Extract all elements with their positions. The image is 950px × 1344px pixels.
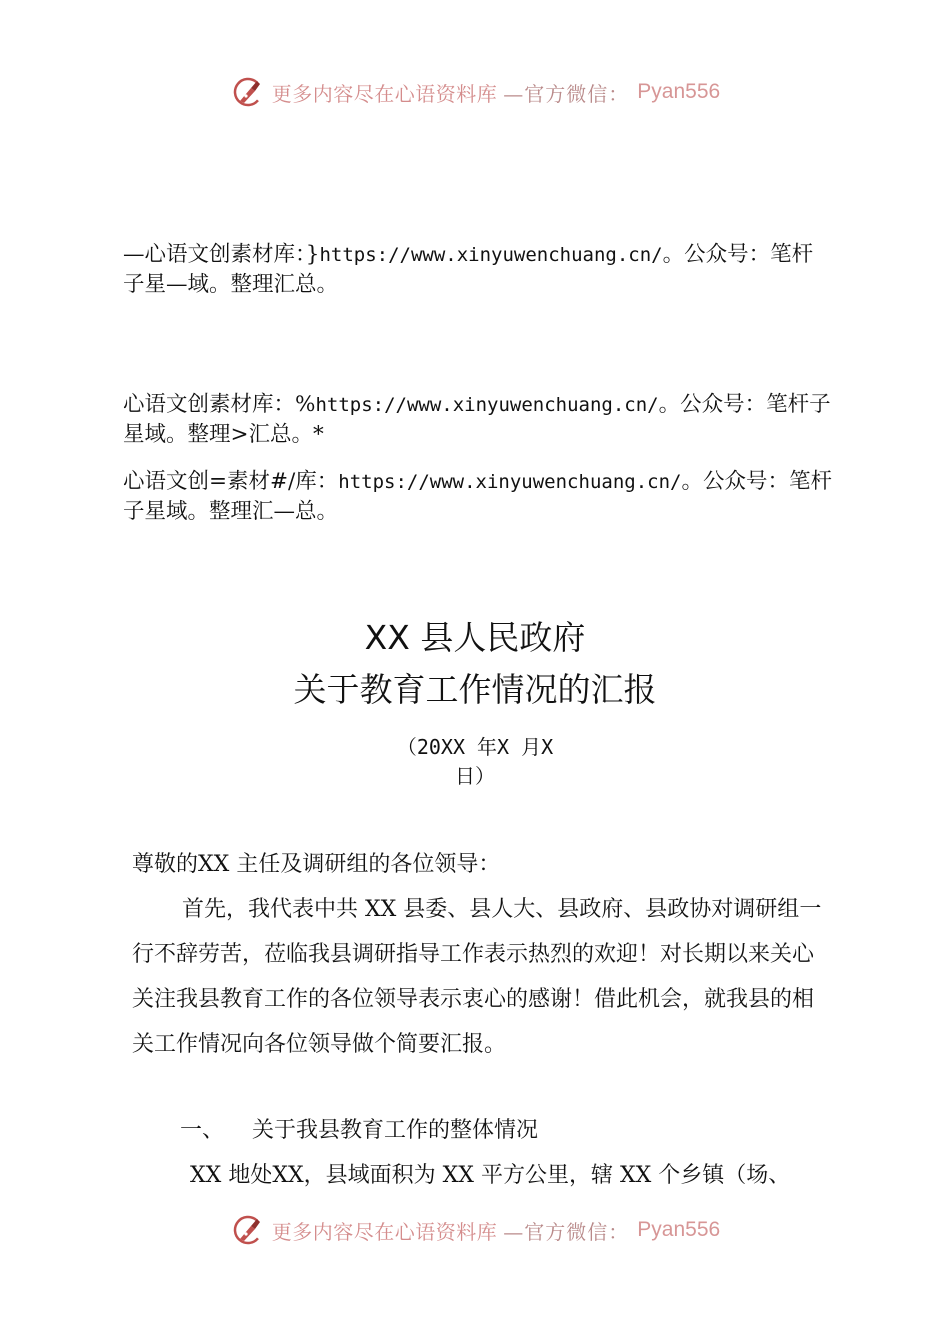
banner-official-text: —官方微信： bbox=[503, 1219, 630, 1244]
section-heading-text: 关于我县教育工作的整体情况 bbox=[252, 1118, 539, 1143]
watermark-suffix: 。公众号：笔杆子星域。整理>汇总。* bbox=[123, 392, 831, 447]
banner-official-text: —官方微信： bbox=[503, 81, 630, 106]
watermark-prefix: 心语文创=素材#/库： bbox=[123, 469, 339, 494]
watermark-prefix: 心语文创素材库：% bbox=[123, 392, 316, 417]
banner-wechat-id: Pyan556 bbox=[637, 80, 721, 103]
date-line-2: 日） bbox=[455, 764, 495, 788]
watermark-text-3 bbox=[123, 467, 833, 526]
banner-main-text: 更多内容尽在心语资料库 bbox=[271, 81, 498, 106]
salutation: 尊敬的XX 主任及调研组的各位领导： bbox=[132, 852, 501, 877]
pen-nib-logo-icon bbox=[230, 74, 266, 110]
header-banner bbox=[0, 72, 950, 112]
watermark-text-2 bbox=[123, 390, 833, 449]
watermark-url: https://www.xinyuwenchuang.cn/ bbox=[315, 394, 659, 416]
section-heading-1 bbox=[180, 1108, 538, 1153]
paragraph-2: XX 地处XX，县域面积为 XX 平方公里，辖 XX 个乡镇（场、 bbox=[190, 1163, 791, 1188]
section-number: 一、 bbox=[180, 1118, 225, 1143]
document-date bbox=[0, 733, 950, 791]
banner-wechat-id: Pyan556 bbox=[637, 1218, 721, 1241]
footer-banner bbox=[0, 1210, 950, 1250]
watermark-suffix: 。公众号：笔杆子星—域。整理汇总。 bbox=[123, 242, 814, 297]
watermark-url: https://www.xinyuwenchuang.cn/ bbox=[319, 244, 663, 266]
paragraph-1-text: 首先，我代表中共 XX 县委、县人大、县政府、县政协对调研组一行不辞劳苦，莅临我县调研指导工作表示热烈的欢迎！对长期以来关心关注我县教育工作的各位领导表示衷心的感谢！借此机会，就我县的相关工作情况向各位领导做个简要汇报。 bbox=[132, 897, 822, 1057]
document-title-line-2: 关于教育工作情况的汇报 bbox=[293, 670, 657, 709]
banner-main-text: 更多内容尽在心语资料库 bbox=[271, 1219, 498, 1244]
pen-nib-logo-icon bbox=[230, 1212, 266, 1248]
watermark-prefix: —心语文创素材库：} bbox=[123, 242, 320, 267]
paragraph-1 bbox=[132, 887, 832, 1067]
watermark-text-1 bbox=[123, 240, 833, 299]
watermark-url: https://www.xinyuwenchuang.cn/ bbox=[338, 471, 682, 493]
date-line-1: （20XX 年X 月X bbox=[396, 735, 554, 759]
document-title-line-1: XX 县人民政府 bbox=[364, 618, 586, 657]
watermark-suffix: 。公众号：笔杆子星域。整理汇—总。 bbox=[123, 469, 832, 524]
